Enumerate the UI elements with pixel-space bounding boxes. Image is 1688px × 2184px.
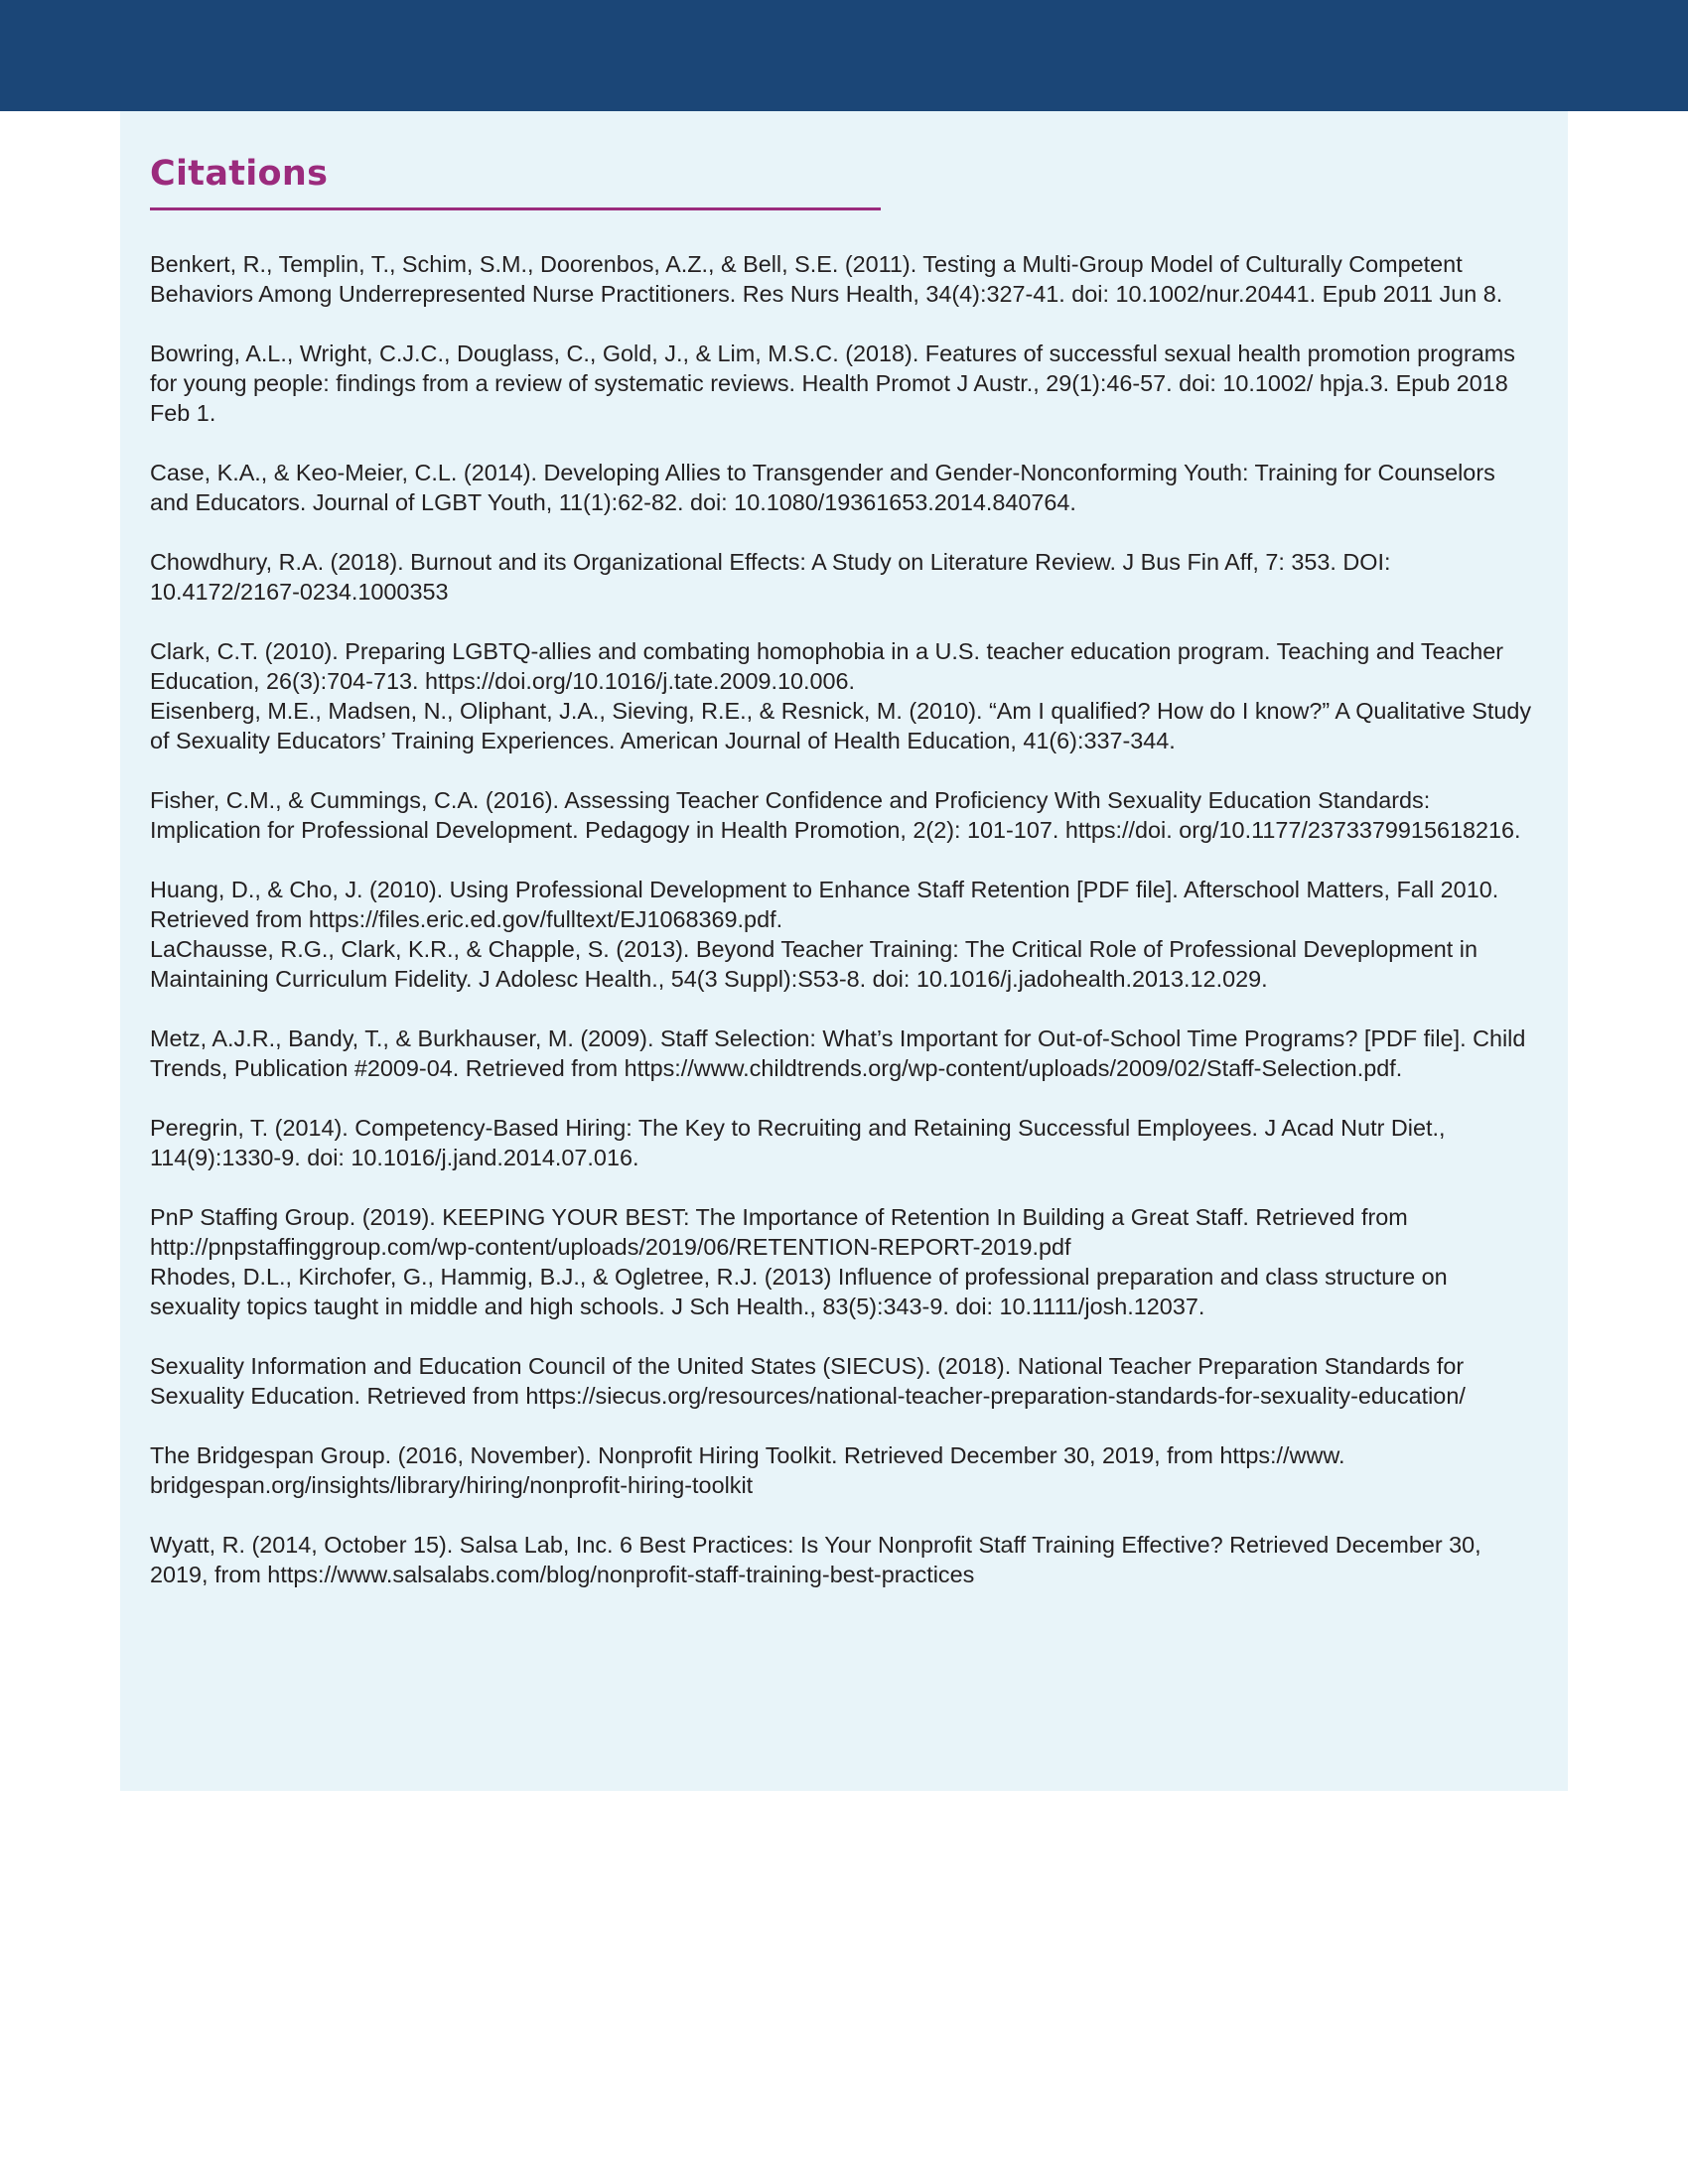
citation-pnp-staffing: PnP Staffing Group. (2019). KEEPING YOUR BEST: The Importance of Retention In Building a Great Staff. Retrieved from http://pnpstaffinggroup.com/wp-content/uploads/2019/06/RETENTION-REPORT-2019.pdf	[150, 1204, 1408, 1260]
citation-siecus: Sexuality Information and Education Council of the United States (SIECUS). (2018). National Teacher Preparation Standards for Sexuality Education. Retrieved from https://siecus.org/resources/national-teacher-preparation-standards-for-sexuality-education/	[150, 1353, 1466, 1409]
citation-group	[150, 1351, 1540, 1411]
citation-group	[150, 1202, 1540, 1321]
citation-group	[150, 636, 1540, 755]
citation-group	[150, 249, 1540, 309]
citation-eisenberg: Eisenberg, M.E., Madsen, N., Oliphant, J.A., Sieving, R.E., & Resnick, M. (2010). “Am I qualified? How do I know?” A Qualitative Study of Sexuality Educators’ Training Experiences. American Journal of Health Education, 41(6):337-344.	[150, 698, 1532, 753]
citation-group	[150, 1113, 1540, 1172]
citation-bowring: Bowring, A.L., Wright, C.J.C., Douglass, C., Gold, J., & Lim, M.S.C. (2018). Features of successful sexual health promotion programs for young people: findings from a review of systematic reviews. Health Promot J Austr., 29(1):46-57. doi: 10.1002/ hpja.3. Epub 2018 Feb 1.	[150, 341, 1515, 426]
citation-case: Case, K.A., & Keo-Meier, C.L. (2014). Developing Allies to Transgender and Gender-Nonconforming Youth: Training for Counselors and Educators. Journal of LGBT Youth, 11(1):62-82. doi: 10.1080/19361653.2014.840764.	[150, 460, 1495, 515]
citation-chowdhury: Chowdhury, R.A. (2018). Burnout and its Organizational Effects: A Study on Literature Review. J Bus Fin Aff, 7: 353. DOI: 10.4172/2167-0234.1000353	[150, 549, 1391, 605]
citation-group	[150, 458, 1540, 517]
citation-metz: Metz, A.J.R., Bandy, T., & Burkhauser, M. (2009). Staff Selection: What’s Important for Out-of-School Time Programs? [PDF file]. Child Trends, Publication #2009-04. Retrieved from https://www.childtrends.org/wp-content/uploads/2009/02/Staff-Selection.pdf.	[150, 1025, 1526, 1081]
citation-group	[150, 547, 1540, 607]
citation-group	[150, 339, 1540, 428]
citation-group	[150, 785, 1540, 845]
citation-group	[150, 1440, 1540, 1500]
citation-huang: Huang, D., & Cho, J. (2010). Using Professional Development to Enhance Staff Retention [PDF file]. Afterschool Matters, Fall 2010. Retrieved from https://files.eric.ed.gov/fulltext/EJ1068369.pdf.	[150, 877, 1499, 932]
citation-lachausse: LaChausse, R.G., Clark, K.R., & Chapple, S. (2013). Beyond Teacher Training: The Critical Role of Professional Deveplopment in Maintaining Curriculum Fidelity. J Adolesc Health., 54(3 Suppl):S53-8. doi: 10.1016/j.jadohealth.2013.12.029.	[150, 936, 1477, 992]
page-title: Citations	[150, 154, 329, 194]
citation-group	[150, 1530, 1540, 1589]
citation-clark: Clark, C.T. (2010). Preparing LGBTQ-allies and combating homophobia in a U.S. teacher education program. Teaching and Teacher Education, 26(3):704-713. https://doi.org/10.1016/j.tate.2009.10.006.	[150, 638, 1504, 694]
title-underline	[150, 207, 881, 210]
header-band	[0, 0, 1688, 111]
citation-bridgespan: The Bridgespan Group. (2016, November). Nonprofit Hiring Toolkit. Retrieved December 30, 2019, from https://www. bridgespan.org/insights/library/hiring/nonprofit-hiring-toolkit	[150, 1442, 1345, 1498]
citation-rhodes: Rhodes, D.L., Kirchofer, G., Hammig, B.J., & Ogletree, R.J. (2013) Influence of professional preparation and class structure on sexuality topics taught in middle and high schools. J Sch Health., 83(5):343-9. doi: 10.1111/josh.12037.	[150, 1264, 1448, 1319]
citation-wyatt: Wyatt, R. (2014, October 15). Salsa Lab, Inc. 6 Best Practices: Is Your Nonprofit Staff Training Effective? Retrieved December 30, 2019, from https://www.salsalabs.com/blog/nonprofit-staff-training-best-practices	[150, 1532, 1481, 1587]
citation-peregrin: Peregrin, T. (2014). Competency-Based Hiring: The Key to Recruiting and Retaining Successful Employees. J Acad Nutr Diet., 114(9):1330-9. doi: 10.1016/j.jand.2014.07.016.	[150, 1115, 1446, 1170]
citation-group	[150, 1024, 1540, 1083]
citation-group	[150, 875, 1540, 994]
citation-list	[150, 249, 1540, 1619]
citation-benkert: Benkert, R., Templin, T., Schim, S.M., Doorenbos, A.Z., & Bell, S.E. (2011). Testing a Multi-Group Model of Culturally Competent Behaviors Among Underrepresented Nurse Practitioners. Res Nurs Health, 34(4):327-41. doi: 10.1002/nur.20441. Epub 2011 Jun 8.	[150, 251, 1503, 307]
citation-fisher: Fisher, C.M., & Cummings, C.A. (2016). Assessing Teacher Confidence and Proficiency With Sexuality Education Standards: Implication for Professional Development. Pedagogy in Health Promotion, 2(2): 101-107. https://doi. org/10.1177/2373379915618216.	[150, 787, 1521, 843]
